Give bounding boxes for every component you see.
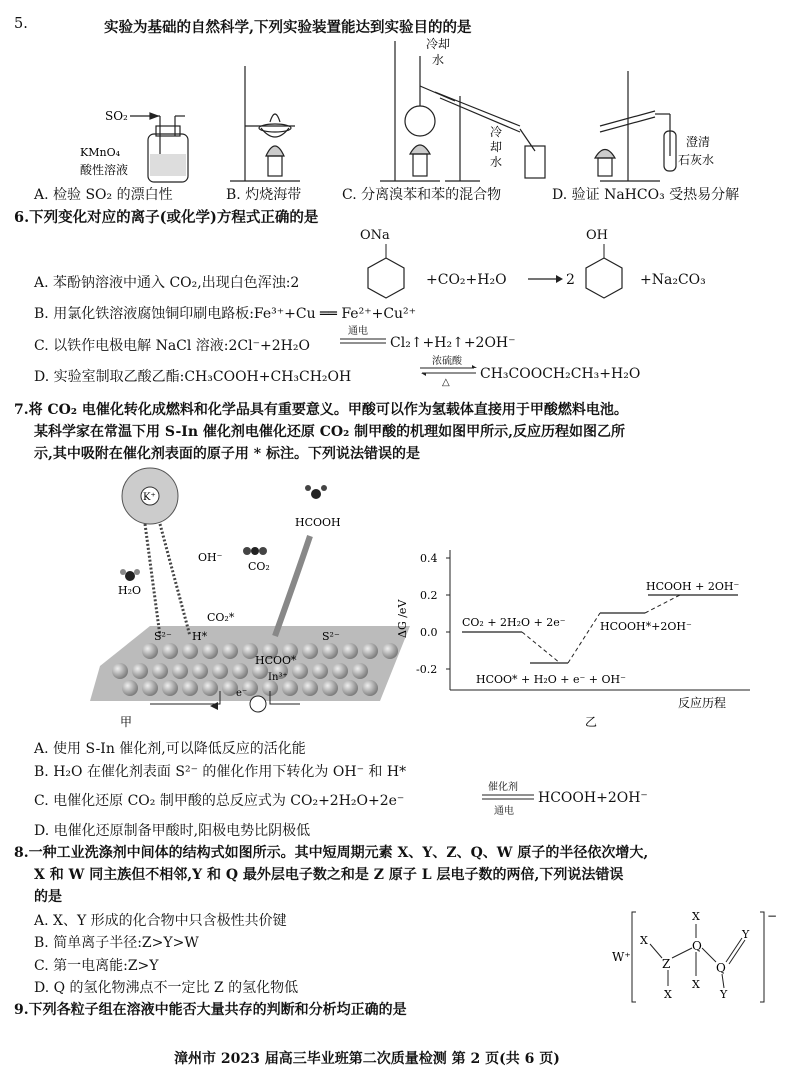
q5-option-b: B. 灼烧海带 (226, 187, 302, 203)
q6-option-a-post: +Na₂CO₃ (640, 272, 706, 288)
h2o-label: H₂O (118, 584, 142, 597)
connector-2 (568, 613, 600, 663)
struct-x1: X (640, 934, 648, 947)
q5-stem: 实验为基础的自然科学,下列实验装置能达到实验目的的是 (104, 19, 472, 36)
q6-option-d-post: CH₃COOCH₂CH₃+H₂O (480, 366, 641, 382)
x-axis-label: 反应历程 (678, 696, 727, 710)
struct-w: W⁺ (612, 950, 631, 964)
struct-y1: Y (742, 928, 750, 941)
cool-water-top-label: 冷却 (426, 37, 451, 51)
struct-x4: X (692, 978, 700, 991)
q7-option-a: A. 使用 S-In 催化剂,可以降低反应的活化能 (34, 741, 306, 757)
struct-z: Z (662, 957, 671, 971)
k-ion-label: K⁺ (143, 492, 156, 503)
figure-jia-caption: 甲 (120, 715, 133, 729)
q8-option-a: A. X、Y 形成的化合物中只含极性共价键 (34, 913, 287, 929)
cool-water-side-label2: 却 (490, 140, 503, 154)
benzene-ring-icon (358, 244, 418, 296)
figure-yi-energy-profile (396, 540, 760, 735)
limewater-label1: 澄清 (686, 135, 711, 149)
struct-q2: Q (716, 961, 726, 975)
q5-apparatus-figure (80, 36, 770, 184)
structural-formula (610, 906, 780, 1006)
cool-water-side-label3: 水 (490, 155, 503, 169)
q7-c-condition-bottom: 通电 (494, 806, 514, 817)
connector-1 (522, 632, 560, 663)
q6-option-b: B. 用氯化铁溶液腐蚀铜印刷电路板:Fe³⁺+Cu ══ Fe²⁺+Cu²⁺ (34, 306, 417, 322)
arrow-icon (528, 272, 564, 286)
q7-option-c-post: HCOOH+2OH⁻ (538, 790, 648, 806)
connector-3 (645, 595, 680, 613)
q7-stem-line1: 7.将 CO₂ 电催化转化成燃料和化学品具有重要意义。甲酸可以作为氢载体直接用于甲酸燃料电池。 (14, 402, 628, 418)
oh-label: OH (586, 228, 608, 243)
state-4-label: HCOOH + 2OH⁻ (646, 580, 740, 593)
q6-option-d-pre: D. 实验室制取乙酸乙酯:CH₃COOH+CH₃CH₂OH (34, 369, 352, 385)
hcooh-label: HCOOH (295, 516, 341, 529)
q8-option-c: C. 第一电离能:Z>Y (34, 958, 159, 974)
struct-q1: Q (692, 939, 702, 953)
q8-stem-line1: 8.一种工业洗涤剂中间体的结构式如图所示。其中短周期元素 X、Y、Z、Q、W 原子的半径依次增大, (14, 845, 649, 861)
page-footer: 漳州市 2023 届高三毕业班第二次质量检测 第 2 页(共 6 页) (174, 1051, 560, 1067)
reversible-arrow-icon (420, 364, 478, 378)
struct-x2: X (664, 988, 672, 1001)
state-1-label: CO₂ + 2H₂O + 2e⁻ (462, 616, 566, 629)
in3-label: In³⁺ (268, 672, 288, 683)
struct-x3: X (692, 910, 700, 923)
equals-sign-icon (340, 336, 388, 346)
distillation-apparatus-icon (380, 41, 545, 181)
catalyst-atoms (112, 643, 398, 696)
q6-option-a-two: 2 (566, 272, 575, 288)
q6-option-c-post: Cl₂↑+H₂↑+2OH⁻ (390, 335, 516, 351)
y-axis-label: ΔG /eV (396, 599, 409, 638)
co2-star-label: CO₂* (207, 611, 235, 624)
equals-sign-icon-2 (482, 792, 536, 802)
q7-option-d: D. 电催化还原制备甲酸时,阳极电势比阴极低 (34, 823, 311, 839)
hcooh-molecule-icon (311, 489, 321, 499)
cool-water-top-label2: 水 (432, 53, 445, 67)
crucible-burning-icon (230, 66, 300, 181)
q6-option-a-mid: +CO₂+H₂O (426, 272, 507, 288)
tick-0: 0.4 (420, 552, 438, 565)
q5-option-a: A. 检验 SO₂ 的漂白性 (34, 187, 173, 203)
q5-number: 5. (14, 16, 28, 32)
co2-molecule-icon (251, 547, 259, 555)
h2o-molecule-icon (125, 571, 135, 581)
tick-2: 0.0 (420, 626, 438, 639)
h-star-label: H* (192, 630, 208, 643)
benzene-ring-icon-2 (576, 244, 636, 296)
q7-option-c-pre: C. 电催化还原 CO₂ 制甲酸的总反应式为 CO₂+2H₂O+2e⁻ (34, 793, 405, 809)
kmno4-label: KMnO₄ (80, 146, 120, 159)
figure-yi-caption: 乙 (585, 715, 598, 729)
gas-washing-bottle-icon (130, 113, 188, 182)
q8-stem-line2: X 和 W 同主族但不相邻,Y 和 Q 最外层电子数之和是 Z 原子 L 层电子数的两倍,下列说法错误 (34, 867, 624, 883)
so2-label: SO₂ (105, 109, 128, 123)
struct-y2: Y (720, 988, 728, 1001)
state-2-label: HCOO* + H₂O + e⁻ + OH⁻ (476, 673, 626, 686)
q6-option-c-pre: C. 以铁作电极电解 NaCl 溶液:2Cl⁻+2H₂O (34, 338, 310, 354)
heating-test-tube-icon (595, 71, 676, 181)
q8-option-d: D. Q 的氢化物沸点不一定比 Z 的氢化物低 (34, 980, 299, 996)
state-3-label: HCOOH*+2OH⁻ (600, 620, 692, 633)
tick-1: 0.2 (420, 589, 438, 602)
q5-option-c: C. 分离溴苯和苯的混合物 (342, 187, 502, 203)
q8-stem-line3: 的是 (34, 889, 62, 905)
q7-stem-line2: 某科学家在常温下用 S-In 催化剂电催化还原 CO₂ 制甲酸的机理如图甲所示,反应历程如图乙所 (34, 424, 625, 440)
s2-label-b: S²⁻ (322, 630, 340, 643)
q7-c-condition-top: 催化剂 (488, 782, 518, 793)
limewater-label2: 石灰水 (678, 153, 715, 167)
oh-ion-label: OH⁻ (198, 551, 223, 564)
product-arrow (275, 536, 310, 636)
electron-label: e⁻ (236, 688, 248, 699)
q8-option-b: B. 简单离子半径:Z>Y>W (34, 935, 199, 951)
q5-option-d: D. 验证 NaHCO₃ 受热易分解 (552, 187, 740, 203)
q6-d-condition-bottom: △ (442, 377, 450, 388)
q6-stem: 6.下列变化对应的离子(或化学)方程式正确的是 (14, 209, 319, 226)
acid-solution-label: 酸性溶液 (80, 163, 129, 177)
battery-icon (250, 696, 266, 712)
ona-label: ONa (360, 228, 390, 243)
hcoo-star-label: HCOO* (255, 654, 297, 667)
q6-option-a-pre: A. 苯酚钠溶液中通入 CO₂,出现白色浑浊:2 (34, 275, 300, 291)
q7-stem-line3: 示,其中吸附在催化剂表面的原子用 * 标注。下列说法错误的是 (34, 446, 420, 462)
cool-water-side-label: 冷 (490, 125, 503, 139)
struct-charge: − (767, 909, 778, 923)
co2-label: CO₂ (248, 560, 270, 573)
figure-jia-mechanism (90, 466, 410, 734)
q6-c-condition: 通电 (348, 326, 368, 337)
s2-label-a: S²⁻ (154, 630, 172, 643)
q9-stem: 9.下列各粒子组在溶液中能否大量共存的判断和分析均正确的是 (14, 1002, 407, 1018)
q6-d-condition-top: 浓硫酸 (432, 356, 462, 367)
q7-option-b: B. H₂O 在催化剂表面 S²⁻ 的催化作用下转化为 OH⁻ 和 H* (34, 764, 407, 780)
tick-3: -0.2 (416, 663, 438, 676)
